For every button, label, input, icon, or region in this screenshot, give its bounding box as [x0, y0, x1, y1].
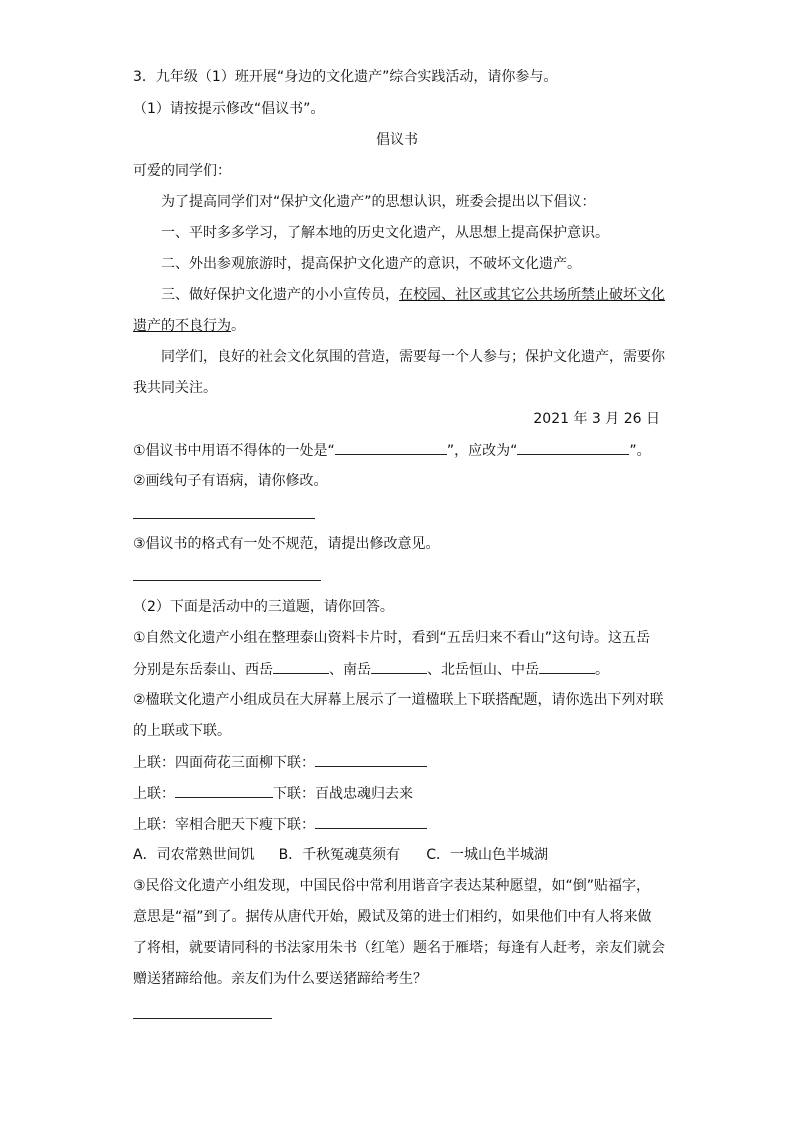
q1-text-c: ”。 — [629, 443, 651, 459]
folk-question-line-2: 意思是“福”到了。据传从唐代开始，殿试及第的进士们相约，如果他们中有人将来做 — [133, 909, 652, 925]
option-a: A．司农常熟世间饥 — [133, 847, 255, 863]
pair2-answer-blank[interactable] — [175, 784, 273, 798]
mountains-text-d: 。 — [595, 662, 609, 678]
central-mountain-blank[interactable] — [539, 660, 595, 674]
proposal-item-3-line-1 — [161, 286, 665, 304]
q2-answer-line[interactable] — [133, 518, 315, 519]
q3-answer-line[interactable] — [133, 580, 321, 581]
folk-answer-line[interactable] — [133, 1018, 272, 1019]
pair2-text-a: 上联： — [133, 786, 175, 802]
folk-question-line-4: 赠送猪蹄给他。亲友们为什么要送猪蹄给考生？ — [133, 971, 427, 987]
option-b: B．千秋冤魂莫须有 — [278, 847, 401, 863]
couplet-options — [133, 846, 548, 864]
proposal-heading: 倡议书 — [376, 132, 418, 148]
sub-question-1 — [133, 441, 651, 460]
proposal-item-2: 二、外出参观旅游时，提高保护文化遗产的意识，不破坏文化遗产。 — [161, 256, 581, 272]
proposal-item-1: 一、平时多多学习，了解本地的历史文化遗产，从思想上提高保护意识。 — [161, 225, 609, 241]
question-title: 3．九年级（1）班开展“身边的文化遗产”综合实践活动，请你参与。 — [133, 69, 558, 85]
part1-prompt: （1）请按提示修改“倡议书”。 — [133, 101, 325, 117]
couplet-pair-1 — [133, 753, 427, 772]
option-c: C．一城山色半城湖 — [426, 847, 548, 863]
q1-text-b: ”，应改为“ — [446, 443, 518, 459]
proposal-item-3-line-2 — [133, 317, 245, 335]
mountains-text-c: 、北岳恒山、中岳 — [427, 662, 539, 678]
pair1-text: 上联：四面荷花三面柳下联： — [133, 755, 315, 771]
item3-end: 。 — [231, 318, 245, 334]
q1-answer-blank-1[interactable] — [335, 441, 447, 455]
couplet-pair-3 — [133, 815, 427, 834]
proposal-intro: 为了提高同学们对“保护文化遗产”的思想认识，班委会提出以下倡议： — [161, 194, 596, 210]
proposal-closing-line-1: 同学们，良好的社会文化氛围的营造，需要每一个人参与；保护文化遗产，需要你 — [161, 349, 665, 365]
sub-question-3: ③倡议书的格式有一处不规范，请提出修改意见。 — [133, 536, 440, 552]
couplet-question-line-1: ②楹联文化遗产小组成员在大屏幕上展示了一道楹联上下联搭配题，请你选出下列对联 — [133, 692, 664, 708]
proposal-date: 2021 年 3 月 26 日 — [533, 411, 660, 427]
pair2-text-b: 下联：百战忠魂归去来 — [273, 786, 413, 802]
west-mountain-blank[interactable] — [273, 660, 329, 674]
mountains-question-line-1: ①自然文化遗产小组在整理泰山资料卡片时，看到“五岳归来不看山”这句诗。这五岳 — [133, 630, 651, 646]
q1-answer-blank-2[interactable] — [517, 441, 629, 455]
proposal-greeting: 可爱的同学们： — [133, 163, 231, 179]
q1-text-a: ①倡议书中用语不得体的一处是“ — [133, 443, 335, 459]
folk-question-line-3: 了将相，就要请同科的书法家用朱书（红笔）题名于雁塔；每逢有人赶考，亲友们就会 — [133, 940, 665, 956]
pair3-text: 上联：宰相合肥天下瘦下联： — [133, 817, 315, 833]
folk-question-line-1: ③民俗文化遗产小组发现，中国民俗中常利用谐音字表达某种愿望，如“倒”贴福字， — [133, 878, 651, 894]
mountains-text-b: 、南岳 — [329, 662, 371, 678]
part2-prompt: （2）下面是活动中的三道题，请你回答。 — [133, 599, 394, 615]
proposal-closing-line-2: 我共同关注。 — [133, 380, 217, 396]
couplet-question-line-2: 的上联或下联。 — [133, 723, 231, 739]
underlined-sentence-part-2: 遗产的不良行为 — [133, 318, 231, 334]
pair1-answer-blank[interactable] — [315, 753, 427, 767]
mountains-question-line-2 — [133, 660, 609, 679]
mountains-text-a: 分别是东岳泰山、西岳 — [133, 662, 273, 678]
couplet-pair-2 — [133, 784, 413, 803]
sub-question-2: ②画线句子有语病，请你修改。 — [133, 473, 328, 489]
south-mountain-blank[interactable] — [371, 660, 427, 674]
pair3-answer-blank[interactable] — [315, 815, 427, 829]
item3-start: 三、做好保护文化遗产的小小宣传员， — [161, 287, 399, 303]
underlined-sentence-part-1: 在校园、社区或其它公共场所禁止破坏文化 — [399, 287, 665, 303]
